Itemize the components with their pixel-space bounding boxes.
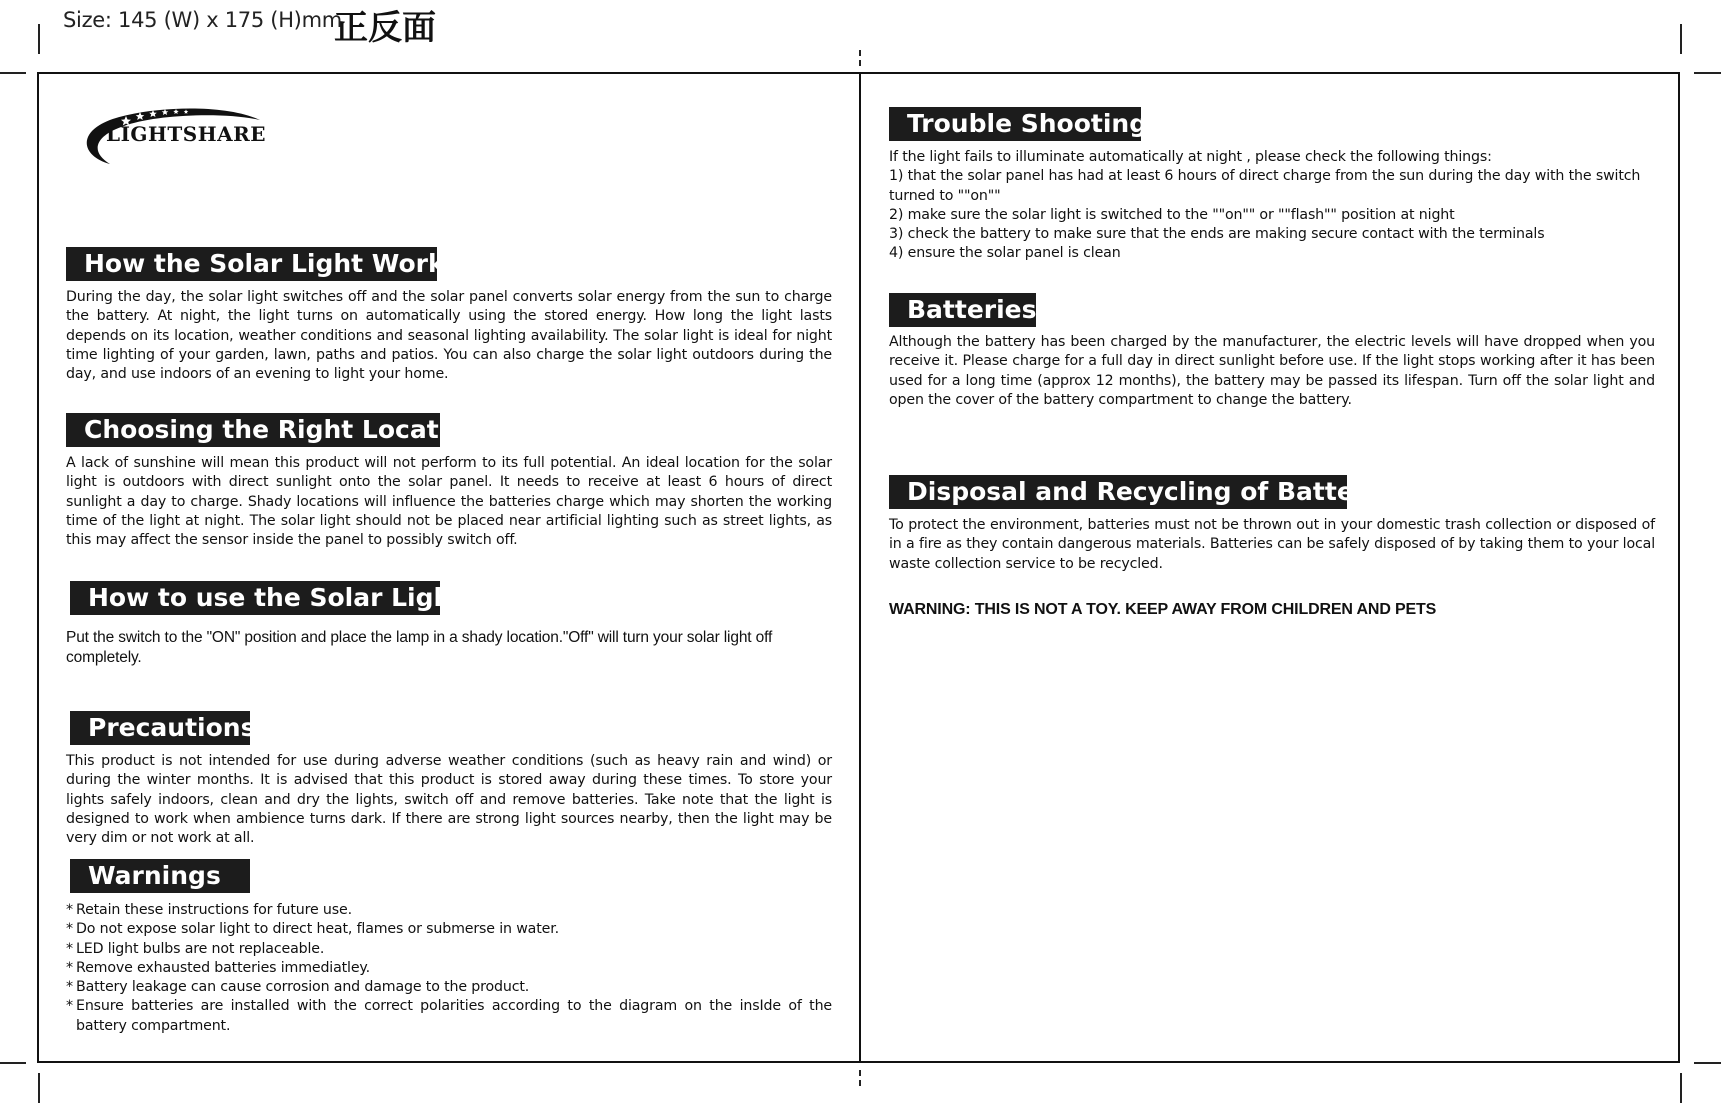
fold-mark	[859, 50, 861, 56]
heading-trouble-shooting: Trouble Shooting	[889, 107, 1141, 141]
heading-how-to-use: How to use the Solar Light	[70, 581, 440, 615]
heading-location: Choosing the Right Location	[66, 413, 440, 447]
trouble-intro: If the light fails to illuminate automatically at night , please check the following things:	[889, 149, 1492, 165]
batteries-text: Although the battery has been charged by the manufacturer, the electric levels will have dropped when you receive it. Please charge for a full day in direct sunlight before use. If the light stops working after it has been used for a long time (approx 12 months), the battery may be passed its lifespan. Turn off the solar light and open the cover of the battery compartment to change the battery.	[889, 334, 1655, 408]
how-to-use-text: Put the switch to the "ON" position and place the lamp in a shady location."Off" will turn your solar light off completely.	[66, 629, 773, 666]
list-item: * Battery leakage can cause corrosion and damage to the product.	[66, 979, 530, 996]
crop-mark	[1694, 72, 1721, 74]
crop-mark	[38, 1073, 40, 1103]
list-item: * Ensure batteries are installed with the correct polarities according to the diagram on the insIde of the battery compartment.	[66, 998, 832, 1034]
fold-mark	[859, 1080, 861, 1086]
side-label: 正反面	[334, 8, 436, 48]
list-item: * Retain these instructions for future use.	[66, 902, 352, 918]
heading-precautions: Precautions	[70, 711, 250, 745]
list-item: 3) check the battery to make sure that the ends are making secure contact with the terminals	[889, 226, 1545, 243]
crop-mark	[0, 1062, 26, 1064]
trouble-shooting-text	[889, 148, 1655, 264]
heading-disposal: Disposal and Recycling of Batteries	[889, 475, 1347, 509]
crop-mark	[1694, 1062, 1721, 1064]
fold-mark	[859, 60, 861, 66]
location-text: A lack of sunshine will mean this product will not perform to its full potential. An ideal location for the solar light is outdoors with direct sunlight onto the solar panel. It needs to receive at least 6 hours of direct sunlight a day to charge. Shady locations will influence the batteries charge which may shorten the working time of the light at night. The solar light should not be placed near artificial lighting such as street lights, as this may affect the sensor inside the panel to possibly switch off.	[66, 455, 832, 549]
crop-mark	[0, 72, 26, 74]
heading-warnings: Warnings	[70, 859, 250, 893]
list-item: * Do not expose solar light to direct heat, flames or submerse in water.	[66, 921, 559, 938]
list-item: 1) that the solar panel has had at least 6 hours of direct charge from the sun during the day with the switch turned to ""on""	[889, 168, 1641, 204]
crop-mark	[1680, 1073, 1682, 1103]
list-item: * Remove exhausted batteries immediatley.	[66, 959, 371, 976]
heading-batteries: Batteries	[889, 293, 1036, 327]
warning-notice: WARNING: THIS IS NOT A TOY. KEEP AWAY FROM CHILDREN AND PETS	[889, 601, 1437, 618]
list-item: 4) ensure the solar panel is clean	[889, 245, 1121, 262]
disposal-text: To protect the environment, batteries must not be thrown out in your domestic trash collection or disposed of in a fire as they contain dangerous materials. Batteries can be safely disposed of by taking them to your local waste collection service to be recycled.	[889, 517, 1655, 572]
fold-mark	[859, 1070, 861, 1076]
precautions-text: This product is not intended for use during adverse weather conditions (such as heavy rain and wind) or during the winter months. It is advised that this product is stored away during these times. To store your lights safely indoors, clean and dry the lights, switch off and remove batteries. Take note that the light is designed to work when ambience turns dark. If there are strong light sources nearby, then the light may be very dim or not work at all.	[66, 753, 832, 847]
warnings-list	[66, 901, 832, 1036]
logo-wordmark: LIGHTSHARE	[106, 122, 266, 146]
heading-how-it-works: How the Solar Light Works	[66, 247, 437, 281]
size-label: Size: 145 (W) x 175 (H)mm	[63, 8, 342, 32]
how-it-works-text: During the day, the solar light switches off and the solar panel converts solar energy from the sun to charge the battery. At night, the light turns on automatically using the stored energy. How long the light lasts depends on its location, weather conditions and seasonal lighting availability. The solar light is ideal for night time lighting of your garden, lawn, paths and patios. You can also charge the solar light outdoors during the day, and use indoors of an evening to light your home.	[66, 289, 832, 383]
brand-logo	[76, 100, 276, 170]
list-item: 2) make sure the solar light is switched to the ""on"" or ""flash"" position at night	[889, 206, 1455, 223]
crop-mark	[1680, 24, 1682, 54]
crop-mark	[38, 24, 40, 54]
list-item: * LED light bulbs are not replaceable.	[66, 940, 325, 957]
column-divider	[859, 72, 861, 1063]
